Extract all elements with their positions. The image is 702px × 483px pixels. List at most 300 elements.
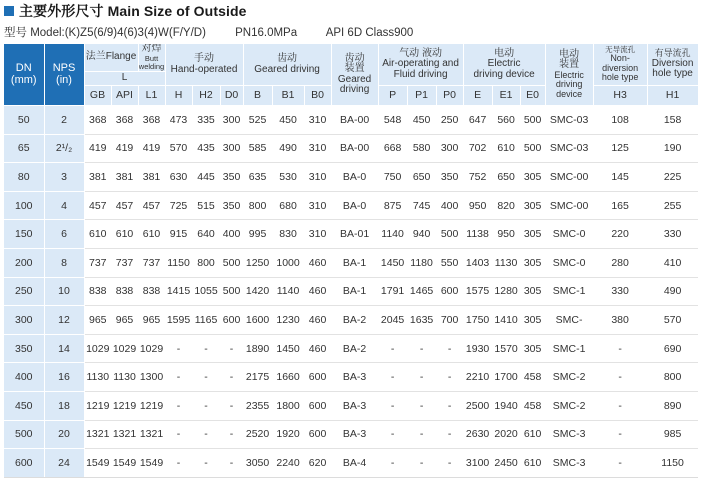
table-row (4, 134, 698, 163)
table-cell: - (436, 391, 463, 420)
table-cell: 610 (520, 420, 545, 449)
table-cell: 305 (520, 220, 545, 249)
table-cell: SMC-1 (545, 277, 593, 306)
subheader-7: B1 (272, 86, 304, 106)
table-row (4, 191, 698, 220)
table-cell: 490 (272, 134, 304, 163)
table-cell: 490 (647, 277, 698, 306)
table-cell: - (165, 420, 192, 449)
subheader-5: D0 (220, 86, 243, 106)
table-cell: 1180 (407, 248, 436, 277)
table-cell: - (593, 334, 647, 363)
table-cell: 950 (492, 220, 520, 249)
header-gear-dev-en: Geared driving (337, 73, 372, 95)
table-cell: 400 (436, 191, 463, 220)
table-row (4, 363, 698, 392)
table-cell: 915 (165, 220, 192, 249)
table-cell: BA-0 (331, 163, 378, 192)
table-cell: 1150 (647, 449, 698, 478)
subheader-2: L1 (138, 86, 165, 106)
table-cell: 515 (192, 191, 220, 220)
table-cell: 381 (84, 163, 111, 192)
table-cell: 1321 (84, 420, 111, 449)
table-cell: 460 (304, 248, 331, 277)
table-cell: SMC-2 (545, 363, 593, 392)
table-cell: - (593, 391, 647, 420)
table-cell: 1280 (492, 277, 520, 306)
table-cell: 1791 (378, 277, 407, 306)
size-table (4, 44, 699, 478)
table-cell: 965 (138, 306, 165, 335)
subheader-6: B (243, 86, 272, 106)
table-cell: SMC-03 (545, 134, 593, 163)
table-cell: 1549 (111, 449, 138, 478)
header-butt-en: Butt welding (138, 53, 165, 71)
table-cell: 165 (593, 191, 647, 220)
table-cell: 310 (304, 220, 331, 249)
table-row (4, 248, 698, 277)
table-cell: 600 (304, 391, 331, 420)
table-cell: 350 (436, 163, 463, 192)
table-cell: 445 (192, 163, 220, 192)
table-cell: 640 (192, 220, 220, 249)
table-cell: 419 (111, 134, 138, 163)
header-gear-cn: 齿动 (277, 53, 298, 64)
table-cell: 600 (436, 277, 463, 306)
table-cell: 830 (272, 220, 304, 249)
cell-nps: 16 (44, 363, 84, 392)
header-hand-cn: 手动 (194, 53, 215, 64)
model-label: 型号 Model:(K)Z5(6/9)4(6)3(4)W(F/Y/D) (4, 27, 206, 39)
subheader-10: P1 (407, 86, 436, 106)
table-cell: 305 (520, 277, 545, 306)
table-cell: 690 (647, 334, 698, 363)
cell-dn: 600 (4, 449, 44, 478)
cell-nps: 2 (44, 106, 84, 135)
table-cell: - (192, 363, 220, 392)
table-cell: 550 (436, 248, 463, 277)
table-cell: 647 (463, 106, 492, 135)
table-cell: 585 (243, 134, 272, 163)
table-cell: 457 (84, 191, 111, 220)
table-cell: 737 (111, 248, 138, 277)
table-cell: 108 (593, 106, 647, 135)
table-cell: 1230 (272, 306, 304, 335)
table-cell: SMC-03 (545, 106, 593, 135)
table-cell: SMC-3 (545, 420, 593, 449)
table-cell: 225 (647, 163, 698, 192)
title-marker-icon (4, 6, 14, 16)
table-cell: 1000 (272, 248, 304, 277)
table-cell: - (378, 420, 407, 449)
table-cell: 800 (192, 248, 220, 277)
table-cell: 702 (463, 134, 492, 163)
header-electric-device (545, 44, 593, 106)
table-cell: - (192, 391, 220, 420)
table-cell: BA-00 (331, 134, 378, 163)
table-cell: 1660 (272, 363, 304, 392)
table-cell: 1130 (84, 363, 111, 392)
table-cell: - (593, 449, 647, 478)
table-cell: 680 (272, 191, 304, 220)
table-cell: - (378, 449, 407, 478)
header-gear-en: Geared driving (254, 63, 320, 75)
subheader-3: H (165, 86, 192, 106)
table-row (4, 163, 698, 192)
header-elec-dev-cn: 电动 装置 (559, 48, 580, 71)
header-div-cn: 有导流孔 (654, 48, 691, 59)
table-cell: 310 (304, 134, 331, 163)
header-butt-cn: 对焊 (141, 44, 162, 54)
table-cell: - (165, 449, 192, 478)
table-cell: 310 (304, 191, 331, 220)
table-header (4, 44, 698, 106)
table-cell: - (378, 391, 407, 420)
table-cell: 335 (192, 106, 220, 135)
cell-dn: 250 (4, 277, 44, 306)
table-cell: SMC-00 (545, 191, 593, 220)
subheader-8: B0 (304, 86, 331, 106)
table-cell: 1321 (138, 420, 165, 449)
table-cell: 1800 (272, 391, 304, 420)
table-cell: 1410 (492, 306, 520, 335)
table-row (4, 106, 698, 135)
table-cell: - (407, 449, 436, 478)
table-cell: 1300 (138, 363, 165, 392)
table-row (4, 334, 698, 363)
table-cell: 305 (520, 306, 545, 335)
table-cell: 560 (492, 106, 520, 135)
table-cell: 1140 (378, 220, 407, 249)
table-cell: 530 (272, 163, 304, 192)
table-cell: SMC-1 (545, 334, 593, 363)
cell-nps: 24 (44, 449, 84, 478)
table-row (4, 220, 698, 249)
table-cell: 2045 (378, 306, 407, 335)
table-cell: 1549 (138, 449, 165, 478)
table-cell: - (220, 363, 243, 392)
table-cell: 525 (243, 106, 272, 135)
table-cell: 410 (647, 248, 698, 277)
table-cell: 610 (138, 220, 165, 249)
table-cell: 380 (593, 306, 647, 335)
table-cell: 570 (165, 134, 192, 163)
table-cell: 2020 (492, 420, 520, 449)
table-cell: - (220, 420, 243, 449)
header-nondiv-en: Non-diversion hole type (601, 53, 639, 83)
table-cell: 381 (138, 163, 165, 192)
table-cell: 220 (593, 220, 647, 249)
table-cell: 610 (111, 220, 138, 249)
cell-nps: 6 (44, 220, 84, 249)
table-cell: 1219 (111, 391, 138, 420)
subheader-4: H2 (192, 86, 220, 106)
table-row (4, 277, 698, 306)
header-flange: 法兰Flange (84, 44, 138, 72)
header-butt-welding (138, 44, 165, 72)
table-cell: - (407, 391, 436, 420)
table-cell: 330 (593, 277, 647, 306)
table-cell: - (593, 363, 647, 392)
table-cell: 300 (220, 106, 243, 135)
table-cell: 419 (138, 134, 165, 163)
subheader-9: P (378, 86, 407, 106)
header-dn: DN (mm) (4, 44, 44, 106)
table-cell: SMC- (545, 306, 593, 335)
table-cell: 1450 (378, 248, 407, 277)
subheader-14: E0 (520, 86, 545, 106)
title-row (4, 2, 247, 20)
table-cell: BA-3 (331, 363, 378, 392)
header-non-diversion (593, 44, 647, 86)
table-cell: 1635 (407, 306, 436, 335)
table-cell: 800 (647, 363, 698, 392)
table-cell: 300 (436, 134, 463, 163)
table-cell: - (220, 449, 243, 478)
table-cell: 435 (192, 134, 220, 163)
table-cell: BA-2 (331, 306, 378, 335)
table-cell: 255 (647, 191, 698, 220)
table-cell: 737 (138, 248, 165, 277)
cell-nps: 10 (44, 277, 84, 306)
table-cell: SMC-0 (545, 248, 593, 277)
table-cell: 500 (220, 248, 243, 277)
cell-dn: 400 (4, 363, 44, 392)
table-cell: 700 (436, 306, 463, 335)
table-cell: 310 (304, 163, 331, 192)
table-cell: 635 (243, 163, 272, 192)
table-cell: 570 (647, 306, 698, 335)
table-cell: 1600 (243, 306, 272, 335)
table-cell: 1321 (111, 420, 138, 449)
table-cell: 2450 (492, 449, 520, 478)
table-cell: - (407, 363, 436, 392)
table-cell: 600 (304, 363, 331, 392)
subheader-15: H3 (593, 86, 647, 106)
table-cell: 1940 (492, 391, 520, 420)
table-cell: 190 (647, 134, 698, 163)
table-cell: 1029 (84, 334, 111, 363)
table-cell: 630 (165, 163, 192, 192)
table-cell: 450 (407, 106, 436, 135)
table-cell: 600 (220, 306, 243, 335)
table-cell: 460 (304, 277, 331, 306)
table-cell: - (192, 449, 220, 478)
model-row (4, 24, 439, 40)
table-cell: 875 (378, 191, 407, 220)
table-cell: - (436, 449, 463, 478)
cell-nps: 12 (44, 306, 84, 335)
table-cell: 457 (111, 191, 138, 220)
table-cell: 668 (378, 134, 407, 163)
table-cell: 2500 (463, 391, 492, 420)
subheader-11: P0 (436, 86, 463, 106)
table-cell: 305 (520, 334, 545, 363)
table-body (4, 106, 698, 478)
table-cell: 1029 (111, 334, 138, 363)
table-cell: - (407, 334, 436, 363)
table-cell: 2520 (243, 420, 272, 449)
table-cell: 2630 (463, 420, 492, 449)
header-nps: NPS (in) (44, 44, 84, 106)
table-cell: 985 (647, 420, 698, 449)
table-cell: BA-1 (331, 248, 378, 277)
subheader-13: E1 (492, 86, 520, 106)
standard-class: API 6D Class900 (325, 27, 414, 39)
table-cell: 458 (520, 363, 545, 392)
table-cell: 1890 (243, 334, 272, 363)
cell-dn: 450 (4, 391, 44, 420)
table-cell: 400 (220, 220, 243, 249)
table-cell: 1700 (492, 363, 520, 392)
table-cell: 460 (304, 306, 331, 335)
subheader-16: H1 (647, 86, 698, 106)
table-cell: 1549 (84, 449, 111, 478)
table-cell: 800 (243, 191, 272, 220)
table-cell: 838 (84, 277, 111, 306)
table-cell: SMC-2 (545, 391, 593, 420)
table-cell: 1920 (272, 420, 304, 449)
table-cell: 250 (436, 106, 463, 135)
table-cell: 368 (111, 106, 138, 135)
table-cell: BA-3 (331, 420, 378, 449)
table-cell: 1450 (272, 334, 304, 363)
table-cell: 280 (593, 248, 647, 277)
cell-dn: 500 (4, 420, 44, 449)
header-geared-driving (243, 44, 331, 86)
table-cell: 305 (520, 191, 545, 220)
table-cell: 350 (220, 191, 243, 220)
table-cell: BA-01 (331, 220, 378, 249)
header-air-fluid (378, 44, 463, 86)
table-cell: 940 (407, 220, 436, 249)
header-air-en: Air-operating and Fluid driving (382, 58, 459, 80)
table-cell: 650 (407, 163, 436, 192)
table-cell: 838 (111, 277, 138, 306)
table-cell: BA-4 (331, 449, 378, 478)
table-cell: - (220, 391, 243, 420)
cell-dn: 300 (4, 306, 44, 335)
table-cell: 610 (520, 449, 545, 478)
table-cell: 500 (520, 134, 545, 163)
header-electric (463, 44, 545, 86)
header-air-cn: 气动 液动 (399, 47, 442, 59)
cell-dn: 65 (4, 134, 44, 163)
table-cell: 1219 (84, 391, 111, 420)
table-cell: 1130 (492, 248, 520, 277)
table-cell: 890 (647, 391, 698, 420)
subheader-0: GB (84, 86, 111, 106)
table-cell: - (593, 420, 647, 449)
table-cell: 368 (138, 106, 165, 135)
header-L: L (84, 72, 165, 86)
table-cell: 500 (220, 277, 243, 306)
table-cell: 1750 (463, 306, 492, 335)
cell-dn: 200 (4, 248, 44, 277)
table-cell: 2210 (463, 363, 492, 392)
table-cell: - (165, 391, 192, 420)
cell-nps: 14 (44, 334, 84, 363)
header-elec-cn: 电动 (494, 47, 515, 59)
header-div-en: Diversion hole type (651, 57, 694, 80)
table-cell: 1465 (407, 277, 436, 306)
table-row (4, 449, 698, 478)
table-cell: 500 (436, 220, 463, 249)
table-cell: 1130 (111, 363, 138, 392)
cell-nps: 20 (44, 420, 84, 449)
table-cell: SMC-3 (545, 449, 593, 478)
cell-nps: 18 (44, 391, 84, 420)
table-cell: 610 (492, 134, 520, 163)
table-cell: 610 (84, 220, 111, 249)
cell-nps: 3 (44, 163, 84, 192)
header-elec-dev-en: Electric driving device (554, 69, 584, 99)
table-row (4, 306, 698, 335)
table-cell: 457 (138, 191, 165, 220)
table-cell: - (378, 363, 407, 392)
table-cell: BA-00 (331, 106, 378, 135)
table-cell: 500 (520, 106, 545, 135)
table-cell: - (436, 363, 463, 392)
table-cell: 752 (463, 163, 492, 192)
cell-dn: 150 (4, 220, 44, 249)
table-cell: 1165 (192, 306, 220, 335)
table-cell: 548 (378, 106, 407, 135)
cell-dn: 100 (4, 191, 44, 220)
table-cell: 1403 (463, 248, 492, 277)
header-elec-en: Electric driving device (473, 58, 535, 80)
table-cell: 725 (165, 191, 192, 220)
table-cell: 1595 (165, 306, 192, 335)
table-cell: - (378, 334, 407, 363)
table-cell: - (220, 334, 243, 363)
cell-nps: 4 (44, 191, 84, 220)
table-cell: 330 (647, 220, 698, 249)
table-cell: 965 (84, 306, 111, 335)
table-cell: - (436, 420, 463, 449)
table-cell: 419 (84, 134, 111, 163)
table-cell: BA-2 (331, 334, 378, 363)
table-cell: BA-0 (331, 191, 378, 220)
pressure-rating: PN16.0MPa (235, 27, 298, 39)
header-geared-device (331, 44, 378, 106)
table-cell: 3100 (463, 449, 492, 478)
table-cell: 1219 (138, 391, 165, 420)
table-row (4, 420, 698, 449)
table-cell: BA-3 (331, 391, 378, 420)
table-cell: - (165, 363, 192, 392)
table-cell: 368 (84, 106, 111, 135)
table-cell: SMC-00 (545, 163, 593, 192)
table-cell: 950 (463, 191, 492, 220)
table-cell: 737 (84, 248, 111, 277)
table-cell: 158 (647, 106, 698, 135)
table-cell: 1415 (165, 277, 192, 306)
table-cell: 145 (593, 163, 647, 192)
table-row (4, 391, 698, 420)
table-cell: 300 (220, 134, 243, 163)
table-cell: 1138 (463, 220, 492, 249)
header-gear-dev-cn: 齿动 装置 (344, 52, 365, 74)
header-hand-operated (165, 44, 243, 86)
table-cell: 310 (304, 106, 331, 135)
table-cell: 1420 (243, 277, 272, 306)
table-cell: - (192, 334, 220, 363)
subheader-12: E (463, 86, 492, 106)
cell-dn: 80 (4, 163, 44, 192)
page-title: 主要外形尺寸 Main Size of Outside (19, 3, 247, 19)
table-cell: 745 (407, 191, 436, 220)
